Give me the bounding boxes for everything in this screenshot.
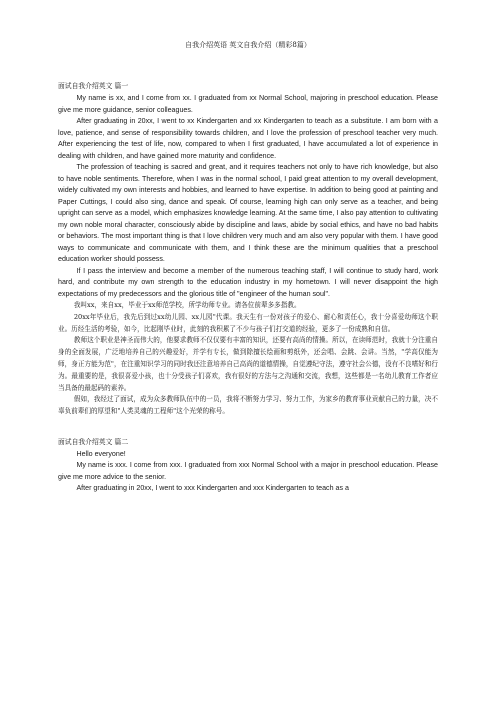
paragraph-zh: 20xx年毕业后，我先后到过xx幼儿园、xx儿园"代课。我天生有一份对孩子的爱心、耐心和责任心，我十分喜爱幼师这个职业。历经生活的考验，如今，比起刚毕业时，此刻的我积累了不少与孩子们打交道的经验，更多了一份成熟和自信。 [58, 312, 438, 333]
paragraph-zh: 假如，我经过了面试，成为众多教师队伍中的一员，我将不断努力学习、努力工作，为家乡的教育事业贡献自己的力量，决不辜负前辈们的厚望和"人类灵魂的工程师"这个光荣的称号。 [58, 395, 438, 416]
paragraph-zh: 教师这个职业是神圣而伟大的，他要求教师不仅仅要有丰富的知识，还要有高尚的情操。所以，在读师范时，我就十分注重自身的全面发展，广泛地培养自己的兴趣爱好，并学有专长，做到除擅长绘画和剪纸外，还会唱、会跳、会讲。当然，"学高仅能为师，身正方能为范"，在注重知识学习的同时我还注意培养自己高尚的道德情操，自觉遵纪守法，遵守社会公德，没有不良嗜好和行为。最重要的是，我很喜爱小孩，也十分受孩子们喜欢，我有很好的方法与之沟通和交流，我想，这些都是一名幼儿教育工作者应当具备的最起码的素养。 [58, 336, 438, 392]
section-one [58, 81, 438, 418]
paragraph-zh: 我叫xx，来自xx，毕业于xx师范学校，所学幼师专业。请各位前辈多多指教。 [73, 301, 301, 309]
paragraph-en: Hello everyone! [76, 449, 126, 458]
paragraph-en: My name is xx, and I come from xx. I graduated from xx Normal School, majoring in preschool education. Please give me more guidance, senior colleagues. [58, 94, 438, 114]
paragraph-en: My name is xxx. I come from xxx. I graduated from xxx Normal School with a major in preschool education. Please give me more advice to the senior. [58, 461, 438, 481]
section-two [58, 437, 438, 495]
paragraph-en: After graduating in 20xx, I went to xx Kindergarten and xx Kindergarten to teach as a substitute. I am born with a love, patience, and sense of responsibility towards children, and I love the profession of preschool teacher very much. After experiencing the test of life, now, compared to when I first graduated, I have accumulated a lot of experience in dealing with children, and have gained more maturity and confidence. [58, 117, 438, 160]
section-spacer [58, 418, 438, 437]
section-one-heading: 面试自我介绍英文 篇一 [58, 82, 129, 90]
section-two-heading: 面试自我介绍英文 篇二 [58, 437, 129, 446]
paragraph-en: After graduating in 20xx, I went to xxx Kindergarten and xxx Kindergarten to teach as a [76, 484, 349, 493]
document-title: 自我介绍英语 英文自我介绍（精彩8篇） [185, 41, 311, 49]
paragraph-en: The profession of teaching is sacred and great, and it requires teachers not only to have rich knowledge, but also to have noble sentiments. Therefore, when I was in the normal school, I paid great attention to my overall development, widely cultivated my own interests and hobbies, and learned to have expertise. In addition to being good at painting and Paper Cuttings, I could also sing, dance and speak. Of course, learning high can only serve as a teacher, and being upright can serve as a model, which emphasizes knowledge learning. At the same time, I also pay attention to cultivating my own noble moral character, consciously abide by discipline and laws, abide by social ethics, and have no bad habits or behaviors. The most important thing is that I love children very much and am also very popular with them. I have good ways to communicate and communicate with them, and I think these are the minimum qualities that a preschool education worker should possess. [58, 163, 438, 263]
paragraph-en: If I pass the interview and become a member of the numerous teaching staff, I will continue to study hard, work hard, and contribute my own strength to the education industry in my hometown. I will never disappoint the high expectations of my predecessors and the glorious title of "engineer of the human soul". [58, 266, 438, 298]
